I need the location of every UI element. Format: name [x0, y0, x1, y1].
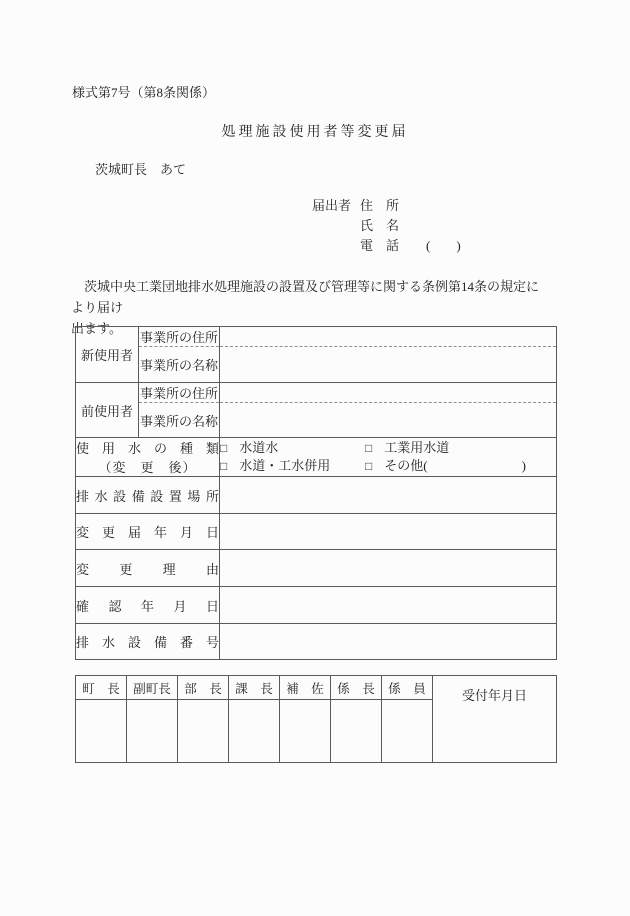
- option-sonota-paren: ): [521, 458, 526, 473]
- declarant-name-label: 氏 名: [360, 218, 400, 233]
- reception-date-cell[interactable]: 受付年月日: [433, 676, 557, 763]
- approval-col-mayor: 町 長: [76, 676, 127, 700]
- declarant-address-label: 住 所: [360, 198, 400, 213]
- prev-user-name-value[interactable]: [220, 403, 557, 438]
- facility-number-label: 排水設備番号: [76, 624, 220, 660]
- approval-col-deputy-mayor: 副町長: [127, 676, 178, 700]
- checkbox-heiyo-icon[interactable]: □: [220, 459, 228, 473]
- body-line-2: 出ます。: [71, 321, 122, 336]
- approval-col-assistant: 補 佐: [280, 676, 331, 700]
- approval-stamp-mayor[interactable]: [76, 700, 127, 763]
- option-heiyo: [220, 457, 365, 475]
- drainage-location-label: 排水設備設置場所: [76, 477, 220, 514]
- option-kogyo: [365, 439, 556, 457]
- declarant-phone-row: [312, 236, 461, 256]
- option-sonota-label: その他(: [384, 458, 428, 473]
- approval-col-staff: 係 員: [382, 676, 433, 700]
- water-type-label-line1: 使用水の種類: [76, 441, 219, 456]
- change-reason-label: 変更理由: [76, 550, 220, 587]
- option-kogyo-label: 工業用水道: [384, 440, 450, 455]
- approval-col-chief: 係 長: [331, 676, 382, 700]
- approval-table: [75, 675, 557, 763]
- declarant-address-row: [312, 196, 461, 216]
- confirm-date-value[interactable]: [220, 587, 557, 624]
- checkbox-sonota-icon[interactable]: □: [365, 459, 373, 473]
- approval-stamp-chief[interactable]: [331, 700, 382, 763]
- new-user-name-value[interactable]: [220, 347, 557, 383]
- option-suido: [220, 439, 365, 457]
- new-user-name-label: 事業所の名称: [139, 347, 220, 383]
- approval-stamp-department-head[interactable]: [178, 700, 229, 763]
- option-sonota: [365, 457, 556, 475]
- approval-stamp-staff[interactable]: [382, 700, 433, 763]
- facility-number-value[interactable]: [220, 624, 557, 660]
- new-user-address-label: 事業所の住所: [139, 327, 220, 347]
- drainage-location-value[interactable]: [220, 477, 557, 514]
- change-date-label: 変更届年月日: [76, 514, 220, 550]
- main-table: [75, 326, 557, 660]
- approval-stamp-section-head[interactable]: [229, 700, 280, 763]
- declarant-phone-paren: ( ): [426, 238, 461, 253]
- declarant-phone-label: 電 話: [360, 238, 400, 253]
- water-type-label-line2: （変 更 後）: [98, 460, 197, 475]
- change-reason-value[interactable]: [220, 550, 557, 587]
- water-type-options: [220, 438, 557, 477]
- approval-col-section-head: 課 長: [229, 676, 280, 700]
- prev-user-label: 前使用者: [76, 383, 139, 438]
- checkbox-suido-icon[interactable]: □: [220, 441, 228, 455]
- water-type-label: [76, 438, 220, 477]
- declarant-name-row: [312, 216, 461, 236]
- new-user-label: 新使用者: [76, 327, 139, 383]
- change-date-value[interactable]: [220, 514, 557, 550]
- approval-col-department-head: 部 長: [178, 676, 229, 700]
- body-line-1: 茨城中央工業団地排水処理施設の設置及び管理等に関する条例第14条の規定により届け: [71, 279, 540, 315]
- checkbox-kogyo-icon[interactable]: □: [365, 441, 373, 455]
- form-number: 様式第7号（第8条関係）: [72, 85, 216, 100]
- option-heiyo-label: 水道・工水併用: [239, 458, 331, 473]
- prev-user-address-value[interactable]: [220, 383, 557, 403]
- option-suido-label: 水道水: [239, 440, 279, 455]
- prev-user-address-label: 事業所の住所: [139, 383, 220, 403]
- approval-stamp-deputy-mayor[interactable]: [127, 700, 178, 763]
- confirm-date-label: 確認年月日: [76, 587, 220, 624]
- new-user-address-value[interactable]: [220, 327, 557, 347]
- form-title: 処理施設使用者等変更届: [221, 125, 409, 140]
- prev-user-name-label: 事業所の名称: [139, 403, 220, 438]
- addressee: 茨城町長 あて: [95, 162, 187, 177]
- approval-stamp-assistant[interactable]: [280, 700, 331, 763]
- declarant-block: [312, 196, 461, 256]
- declarant-label: 届出者: [312, 198, 352, 213]
